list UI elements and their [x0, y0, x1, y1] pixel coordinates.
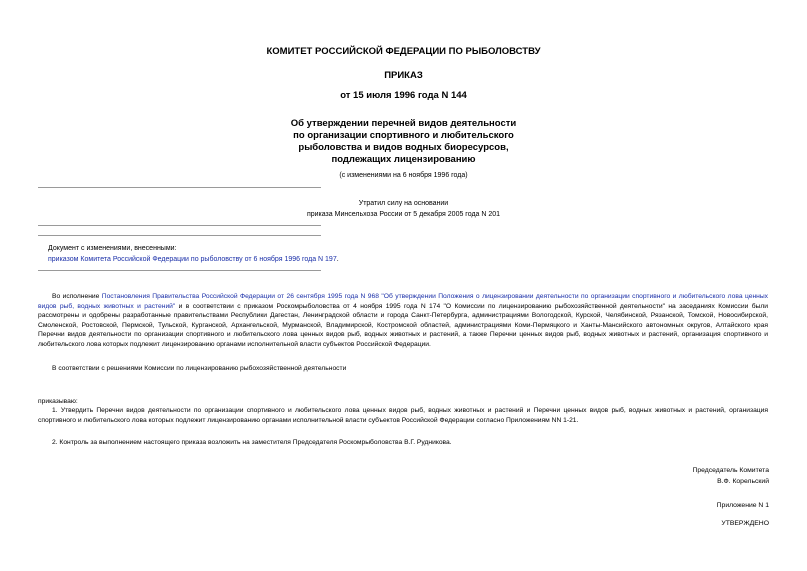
- preamble-text: и в соответствии с приказом Роскомрыболовства от 4 ноября 1995 года N 174 "О Комиссии по лицензированию рыбохозяйственной деятельности" на заседаниях Комиссии были рассмотрены и одобрены разработанные правительствами Республики Дагестан, Ленинградской области и города Санкт-Петербурга, администрациями Вологодской, Курской, Челябинской, Рязанской, Томской, Новосибирской, Смоленской, Ростовской, Пермской, Тульской, Курганской, Архангельской, Мурманской, Владимирской, Костромской областей, администрациями Коми-Пермяцкого и Ханты-Мансийского автономных округов, Алтайского края Перечни видов деятельности по организации спортивного и любительского лова ценных видов рыб, водных животных и растений, а также Перечни ценных видов рыб, водных животных и растений, организация спортивного и любительского лова которых подлежит лицензированию органами исполнительной власти субъектов Российской Федерации.: [38, 302, 768, 348]
- amendment-note: (с изменениями на 6 ноября 1996 года): [339, 172, 468, 179]
- title-line: по организации спортивного и любительского: [293, 130, 514, 141]
- divider: [38, 235, 321, 236]
- changes-label: Документ с изменениями, внесенными:: [48, 245, 177, 252]
- amendment-link[interactable]: приказом Комитета Российской Федерации по рыболовству от 6 ноября 1996 года N 197: [48, 256, 337, 263]
- document-type: ПРИКАЗ: [384, 70, 423, 81]
- paragraph-preamble: [38, 292, 768, 350]
- paragraph-item-1: 1. Утвердить Перечни видов деятельности по организации спортивного и любительского лова ценных видов рыб, водных животных и растений и Перечни ценных видов рыб, водных животных и растений, организация спортивного и любительского лова которых подлежит лицензированию органами исполнительной власти субъектов Российской Федерации согласно Приложениям NN 1-21.: [38, 407, 768, 424]
- divider: [38, 225, 321, 226]
- preamble-prefix: Во исполнение: [52, 293, 102, 300]
- divider: [38, 270, 321, 271]
- paragraph-order: приказываю:: [38, 398, 78, 405]
- appendix-label: Приложение N 1: [716, 502, 769, 509]
- signature-position: Председатель Комитета: [692, 467, 769, 474]
- paragraph-item-2: 2. Контроль за выполнением настоящего приказа возложить на заместителя Председателя Роскомрыболовства В.Г. Рудникова.: [52, 439, 452, 446]
- changes-reference: [48, 256, 339, 263]
- title-line: подлежащих лицензированию: [331, 154, 476, 165]
- paragraph-commission: В соответствии с решениями Комиссии по лицензированию рыбохозяйственной деятельности: [52, 365, 347, 372]
- status-line: Утратил силу на основании: [358, 200, 449, 207]
- title-line: Об утверждении перечней видов деятельности: [290, 118, 517, 129]
- committee-title: КОМИТЕТ РОССИЙСКОЙ ФЕДЕРАЦИИ ПО РЫБОЛОВСТВУ: [266, 46, 541, 57]
- signature-name: В.Ф. Корельский: [717, 478, 769, 485]
- divider: [38, 187, 321, 188]
- title-line: рыболовства и видов водных биоресурсов,: [298, 142, 509, 153]
- document-date-number: от 15 июля 1996 года N 144: [340, 90, 467, 101]
- changes-suffix: .: [336, 256, 339, 263]
- status-reference: приказа Минсельхоза России от 5 декабря 2005 года N 201: [306, 211, 501, 218]
- approved-label: УТВЕРЖДЕНО: [721, 520, 769, 527]
- document-title: [0, 118, 807, 166]
- resolution-link[interactable]: Постановления Правительства Российской Федерации от 26 сентября 1995 года N 968 "Об утверждении Положения о лицензировании деятельности по организации спортивного и любительского лова ценных видов рыб, водных животных и растений": [38, 293, 768, 310]
